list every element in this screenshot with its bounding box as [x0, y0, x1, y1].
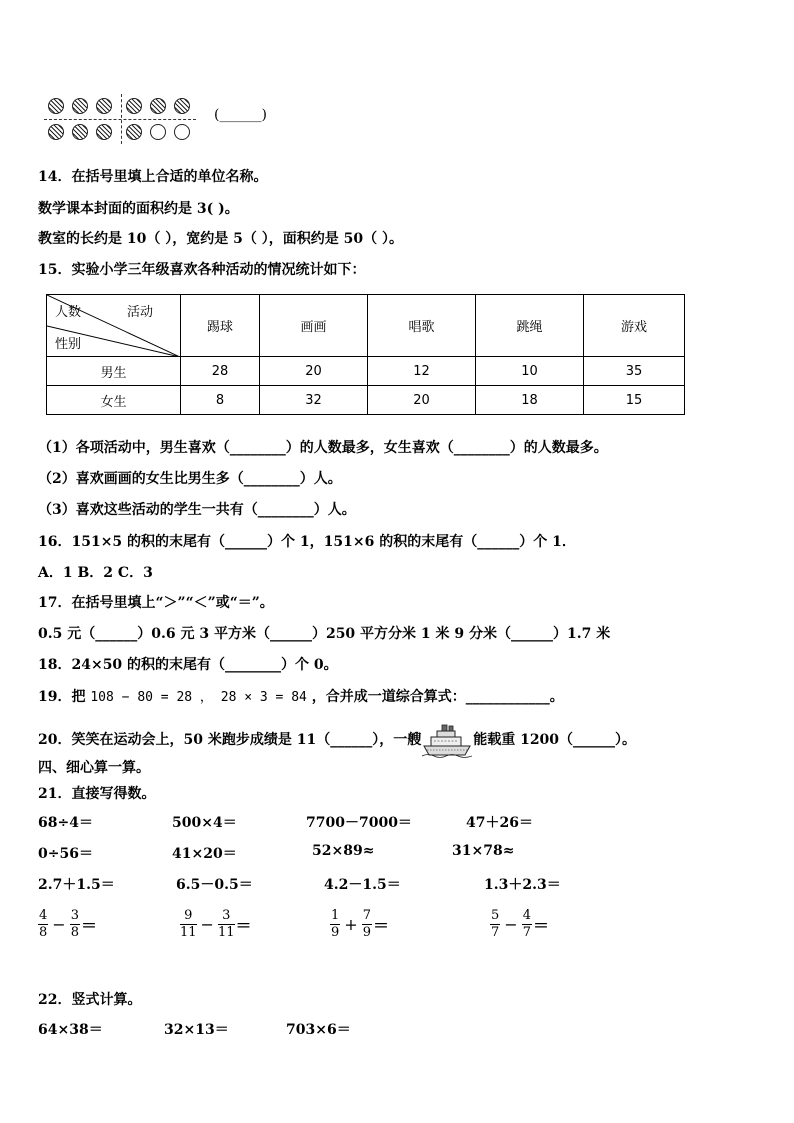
- corner-label-activity: 活动: [127, 305, 154, 320]
- denominator: 11: [217, 925, 235, 940]
- operator: −: [200, 915, 214, 934]
- fraction: [218, 908, 235, 941]
- shaded-circle: [48, 98, 64, 114]
- operator: −: [52, 915, 66, 934]
- operator: +: [344, 915, 358, 934]
- empty-circle: [174, 124, 190, 140]
- fraction-expression: [38, 908, 101, 941]
- calc-item: 1.3＋2.3＝: [484, 877, 561, 893]
- vertical-calc-item: 64×38＝: [38, 1022, 103, 1038]
- calc-item: 7700－7000＝: [306, 815, 412, 831]
- vertical-calc-item: 703×6＝: [286, 1022, 351, 1038]
- denominator: 7: [522, 925, 531, 940]
- table-header-cell: 画画: [260, 295, 368, 357]
- q17-title: 17．在括号里填上“＞”“＜”或“＝”。: [38, 595, 274, 611]
- calc-item: 41×20＝: [172, 846, 237, 862]
- q14-line1: 数学课本封面的面积约是 3( )。: [38, 201, 239, 217]
- operator: −: [504, 915, 518, 934]
- q18-title: 18．24×50 的积的末尾有（________）个 0。: [38, 657, 338, 673]
- figure-dashed-vertical: [121, 94, 122, 144]
- table-cell: 18: [476, 386, 584, 415]
- q16-title: 16．151×5 的积的末尾有（______）个 1，151×6 的积的末尾有（______）个 1．: [38, 534, 576, 550]
- q13-answer-blank[interactable]: (______): [214, 107, 267, 123]
- fraction: [490, 908, 500, 941]
- table-cell: 8: [181, 386, 260, 415]
- q15-sub2: （2）喜欢画画的女生比男生多（________）人。: [38, 471, 342, 487]
- q21-title: 21．直接写得数。: [38, 786, 156, 802]
- equals-sign: ＝: [80, 916, 97, 935]
- table-corner-cell: [47, 295, 181, 357]
- vertical-calc-item: 32×13＝: [164, 1022, 229, 1038]
- calc-item: 52×89≈: [312, 843, 375, 859]
- figure-dashed-horizontal: [44, 119, 196, 120]
- equals-sign: ＝: [372, 916, 389, 935]
- calc-item: 47＋26＝: [466, 815, 533, 831]
- table-header-cell: 踢球: [181, 295, 260, 357]
- numerator: 4: [522, 908, 531, 923]
- table-header-cell: 跳绳: [476, 295, 584, 357]
- circles-figure: [44, 92, 204, 148]
- calc-item: 31×78≈: [452, 843, 515, 859]
- denominator: 7: [491, 925, 500, 940]
- numerator: 3: [218, 908, 235, 925]
- equals-sign: ＝: [235, 916, 252, 935]
- calc-item: 68÷4＝: [38, 815, 93, 831]
- calc-item: 500×4＝: [172, 815, 237, 831]
- fraction: [522, 908, 532, 941]
- shaded-circle: [126, 124, 142, 140]
- q20-after: 能载重 1200（______）。: [473, 732, 637, 748]
- fraction-expression: [180, 908, 256, 941]
- empty-circle: [150, 124, 166, 140]
- fraction: [180, 908, 197, 941]
- numerator: 5: [491, 908, 500, 923]
- calc-item: 2.7＋1.5＝: [38, 877, 115, 893]
- q15-sub3: （3）喜欢这些活动的学生一共有（________）人。: [38, 502, 356, 518]
- ship-icon: [422, 722, 472, 758]
- shaded-circle: [126, 98, 142, 114]
- fraction-expression: [490, 908, 553, 941]
- q19-prefix: 19．把: [38, 689, 91, 705]
- shaded-circle: [150, 98, 166, 114]
- numerator: 1: [331, 908, 340, 923]
- shaded-circle: [72, 124, 88, 140]
- row-label: 男生: [47, 357, 181, 386]
- q20-before: 20．笑笑在运动会上，50 米跑步成绩是 11（______），一艘: [38, 732, 422, 748]
- shaded-circle: [48, 124, 64, 140]
- table-row: [47, 357, 685, 386]
- table-cell: 32: [260, 386, 368, 415]
- q19-suffix: ，合并成一道综合算式：____________。: [306, 689, 564, 705]
- q16-options: A．1 B．2 C．3: [38, 565, 153, 581]
- fraction: [70, 908, 80, 941]
- calc-item: 4.2－1.5＝: [324, 877, 401, 893]
- numerator: 7: [362, 908, 371, 923]
- q19-line: [38, 686, 564, 706]
- table-cell: 12: [368, 357, 476, 386]
- table-cell: 35: [584, 357, 685, 386]
- table-header-row: [47, 295, 685, 357]
- activity-stats-table: [46, 294, 685, 415]
- denominator: 9: [331, 925, 340, 940]
- denominator: 8: [70, 925, 79, 940]
- table-header-cell: 唱歌: [368, 295, 476, 357]
- q14-title: 14．在括号里填上合适的单位名称。: [38, 169, 268, 185]
- table-cell: 28: [181, 357, 260, 386]
- row-label: 女生: [47, 386, 181, 415]
- q17-line: 0.5 元（______）0.6 元 3 平方米（______）250 平方分米 1 米 9 分米（______）1.7 米: [38, 626, 611, 642]
- table-cell: 15: [584, 386, 685, 415]
- corner-label-gender: 性别: [55, 337, 82, 352]
- table-row: [47, 386, 685, 415]
- fraction: [330, 908, 340, 941]
- q22-title: 22．竖式计算。: [38, 992, 142, 1008]
- q15-title: 15．实验小学三年级喜欢各种活动的情况统计如下：: [38, 262, 366, 278]
- fraction: [362, 908, 372, 941]
- equals-sign: ＝: [532, 916, 549, 935]
- denominator: 8: [39, 925, 48, 940]
- shaded-circle: [96, 124, 112, 140]
- numerator: 9: [180, 908, 197, 925]
- table-cell: 10: [476, 357, 584, 386]
- table-cell: 20: [368, 386, 476, 415]
- shaded-circle: [72, 98, 88, 114]
- section4-title: 四、细心算一算。: [38, 760, 150, 776]
- denominator: 11: [180, 925, 197, 940]
- q14-line2: 教室的长约是 10（ ），宽约是 5（ ），面积约是 50（ ）。: [38, 231, 403, 247]
- corner-label-count: 人数: [55, 305, 82, 320]
- shaded-circle: [174, 98, 190, 114]
- q19-expression: 108 − 80 = 28 ， 28 × 3 = 84: [90, 690, 307, 705]
- fraction-expression: [330, 908, 393, 941]
- denominator: 9: [362, 925, 371, 940]
- numerator: 4: [39, 908, 48, 923]
- fraction: [38, 908, 48, 941]
- numerator: 3: [70, 908, 79, 923]
- table-header-cell: 游戏: [584, 295, 685, 357]
- q20-line: [38, 722, 636, 758]
- q15-sub1: （1）各项活动中，男生喜欢（________）的人数最多，女生喜欢（________）的人数最多。: [38, 440, 608, 456]
- calc-item: 0÷56＝: [38, 846, 93, 862]
- shaded-circle: [96, 98, 112, 114]
- table-cell: 20: [260, 357, 368, 386]
- calc-item: 6.5－0.5＝: [176, 877, 253, 893]
